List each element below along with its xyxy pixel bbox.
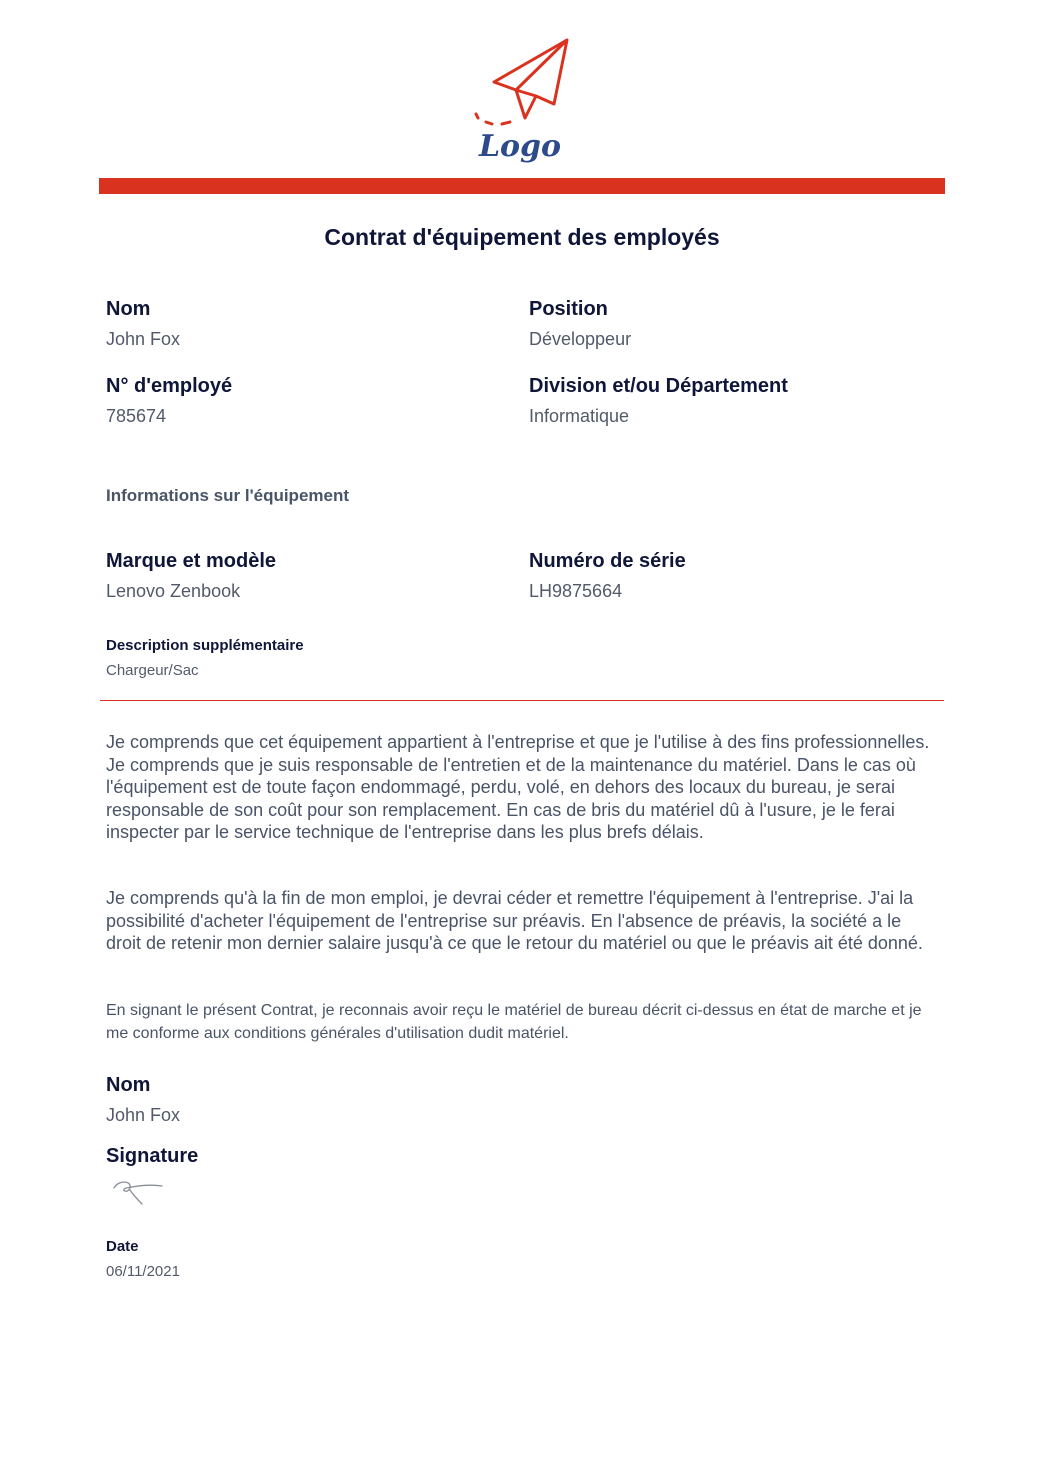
employee-id-label: N° d'employé xyxy=(106,375,233,397)
serial-number-field xyxy=(529,549,686,603)
employee-name-label: Nom xyxy=(106,298,151,320)
logo-text: Logo xyxy=(478,129,562,164)
date-field xyxy=(106,1238,180,1281)
date-value: 06/11/2021 xyxy=(106,1263,180,1280)
position-value: Développeur xyxy=(529,329,632,349)
signature-field xyxy=(106,1144,198,1168)
description-field xyxy=(106,637,304,680)
brand-model-value: Lenovo Zenbook xyxy=(106,581,241,601)
header-accent-bar xyxy=(99,178,945,194)
description-value: Chargeur/Sac xyxy=(106,662,199,679)
employee-name-value: John Fox xyxy=(106,329,181,349)
dashed-trail-icon xyxy=(476,114,510,124)
division-label: Division et/ou Département xyxy=(529,375,788,397)
position-label: Position xyxy=(529,298,608,320)
division-field xyxy=(529,374,788,428)
serial-number-label: Numéro de série xyxy=(529,550,686,572)
signature-image xyxy=(108,1174,168,1208)
logo xyxy=(470,36,574,176)
signoff-name-value: John Fox xyxy=(106,1105,181,1125)
terms-paragraph-3: En signant le présent Contrat, je reconnais avoir reçu le matériel de bureau décrit ci-dessus en état de marche et je me conforme aux conditions générales d'utilisation dudit matériel. xyxy=(106,1002,922,1042)
employee-name-field xyxy=(106,297,180,351)
serial-number-value: LH9875664 xyxy=(529,581,623,601)
equipment-section-title: Informations sur l'équipement xyxy=(106,486,350,505)
signoff-name-field xyxy=(106,1073,180,1127)
terms-paragraph-1: Je comprends que cet équipement appartient à l'entreprise et que je l'utilise à des fins professionnelles. Je comprends que je suis responsable de l'entretien et de la maintenance du matériel. Dans le cas où l'équipement est de toute façon endommagé, perdu, volé, en dehors des locaux du bureau, je serai responsable de son coût pour son remplacement. En cas de bris du matériel dû à l'usure, je le ferai inspecter par le service technique de l'entreprise dans les plus brefs délais. xyxy=(106,732,930,842)
signoff-name-label: Nom xyxy=(106,1074,151,1096)
terms-paragraph-2: Je comprends qu'à la fin de mon emploi, je devrai céder et remettre l'équipement à l'entreprise. J'ai la possibilité d'acheter l'équipement de l'entreprise sur préavis. En l'absence de préavis, la société a le droit de retenir mon dernier salaire jusqu'à ce que le retour du matériel ou que le préavis ait été donné. xyxy=(106,888,923,953)
section-divider xyxy=(100,700,944,701)
brand-model-field xyxy=(106,549,276,603)
brand-model-label: Marque et modèle xyxy=(106,550,277,572)
signature-label: Signature xyxy=(106,1145,199,1167)
page-title: Contrat d'équipement des employés xyxy=(324,224,720,250)
position-field xyxy=(529,297,631,351)
paper-plane-icon xyxy=(494,40,567,118)
description-label: Description supplémentaire xyxy=(106,637,304,654)
division-value: Informatique xyxy=(529,406,630,426)
employee-id-value: 785674 xyxy=(106,406,167,426)
date-label: Date xyxy=(106,1238,139,1255)
employee-id-field xyxy=(106,374,232,428)
